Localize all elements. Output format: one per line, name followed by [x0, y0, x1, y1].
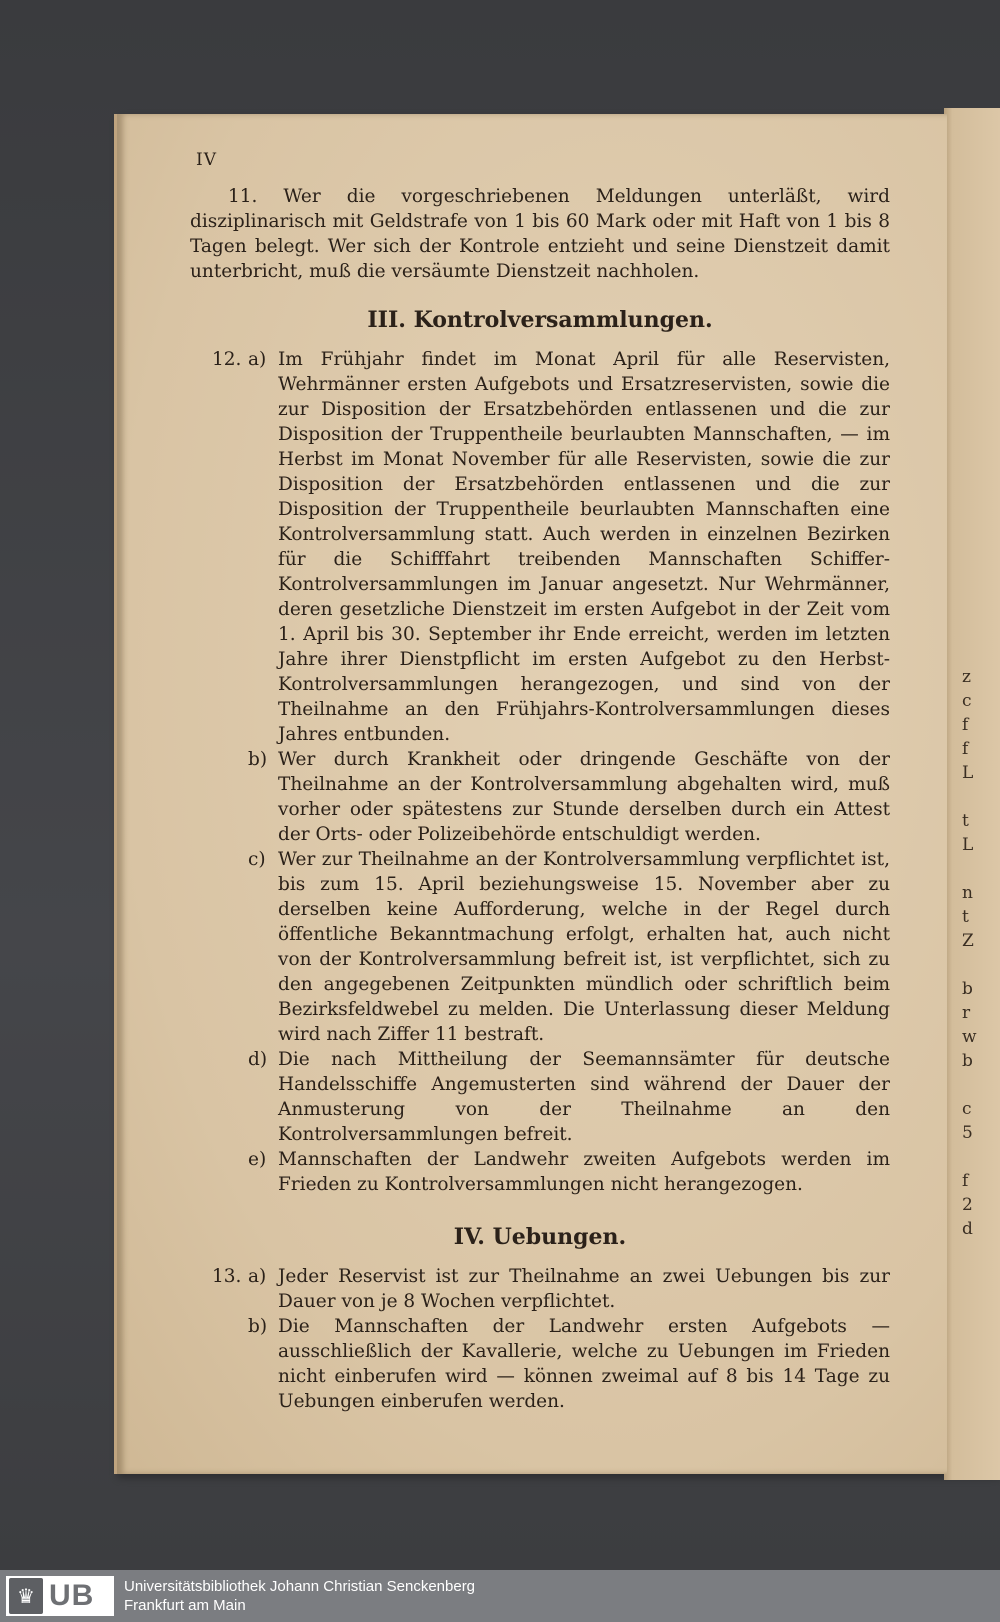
facing-page-letter: Z [962, 931, 974, 951]
item-12e [190, 1147, 890, 1197]
facing-page-letter: f [962, 715, 969, 735]
facing-page-letter [962, 785, 992, 809]
item-text: Mannschaften der Landwehr zweiten Aufgebots werden im Frieden zu Kontrolversammlungen nicht herangezogen. [278, 1149, 890, 1195]
item-12c [190, 847, 890, 1047]
item-number-12: 12. [212, 349, 242, 370]
item-text: Wer durch Krankheit oder dringende Geschäfte von der Theilnahme an der Kontrolversammlung abgehalten wird, muß vorher oder spätestens zur Stunde derselben durch ein Attest der Orts- oder Polizeibehörde entschuldigt werden. [278, 749, 890, 845]
facing-page-letter [962, 953, 992, 977]
item-text: Im Frühjahr findet im Monat April für alle Reservisten, Wehrmänner ersten Aufgebots und Ersatzreservisten, sowie die zur Disposition der Ersatzbehörden entlassenen und die zur Disposition der Truppentheile beurlaubten Mannschaften, — im Herbst im Monat November für alle Reservisten, sowie die zur Disposition der Ersatzbehörden entlassenen und die zur Disposition der Truppentheile beurlaubten Mannschaften eine Kontrolversammlung statt. Auch werden in einzelnen Bezirken für die Schifffahrt treibenden Mannschaften Schiffer-Kontrolversammlungen im Januar angesetzt. Nur Wehrmänner, deren gesetzliche Dienstzeit im ersten Aufgebot in der Zeit vom 1. April bis 30. September ihr Ende erreicht, werden im letzten Jahre ihrer Dienstpflicht im ersten Aufgebot zu den Herbst-Kontrolversammlungen herangezogen, und sind von der Theilnahme an den Frühjahrs-Kontrolversammlungen dieses Jahres entbunden. [278, 349, 890, 745]
facing-page-letter: r [962, 1003, 971, 1023]
item-label: d) [248, 1049, 268, 1070]
facing-page-letter: 5 [962, 1123, 973, 1143]
facing-page-letter: z [962, 667, 971, 687]
facing-page-letter: 2 [962, 1195, 973, 1215]
item-label: e) [248, 1149, 267, 1170]
library-name-line2: Frankfurt am Main [124, 1597, 246, 1614]
item-label: a) [248, 1266, 267, 1287]
item-13b [190, 1314, 890, 1414]
facing-page-letter: L [962, 835, 974, 855]
item-13a [190, 1264, 890, 1314]
item-label: a) [248, 349, 267, 370]
facing-page-letter: f [962, 1171, 969, 1191]
item-12d [190, 1047, 890, 1147]
ub-logo[interactable] [6, 1576, 114, 1616]
item-12b [190, 747, 890, 847]
page-content [190, 146, 890, 1414]
facing-page-letter: n [962, 883, 973, 903]
ub-logo-text: UB [49, 1579, 95, 1612]
item-label: c) [248, 849, 266, 870]
facing-page-letter: c [962, 691, 972, 711]
item-label: b) [248, 1316, 268, 1337]
facing-page-letter: t [962, 811, 969, 831]
facing-page-letter: b [962, 1051, 973, 1071]
page-number: IV [196, 150, 217, 170]
library-name [124, 1577, 475, 1615]
section-heading-iii: III. Kontrolversammlungen. [367, 307, 713, 333]
library-footer-bar [0, 1570, 1000, 1622]
item-text: Wer zur Theilnahme an der Kontrolversammlung verpflichtet ist, bis zum 15. April beziehungsweise 15. November aber zu derselben keine Aufforderung, welche in der Regel durch öffentliche Bekanntmachung erfolgt, erhalten hat, auch nicht von der Kontrolversammlung befreit ist, ist verpflichtet, sich zu den angegebenen Zeitpunkten mündlich oder schriftlich beim Bezirksfeldwebel zu melden. Die Unterlassung dieser Meldung wird nach Ziffer 11 bestraft. [278, 849, 890, 1045]
item-label: b) [248, 749, 268, 770]
facing-page-letter [962, 857, 992, 881]
facing-page-letter: d [962, 1219, 973, 1239]
item-text: Jeder Reservist ist zur Theilnahme an zwei Uebungen bis zur Dauer von je 8 Wochen verpflichtet. [278, 1266, 890, 1312]
facing-page-letter: f [962, 739, 969, 759]
library-name-line1: Universitätsbibliothek Johann Christian Senckenberg [124, 1578, 476, 1595]
facing-page-letter: w [962, 1027, 977, 1047]
item-number-13: 13. [212, 1266, 242, 1287]
section-heading-iv: IV. Uebungen. [453, 1224, 627, 1250]
seal-icon: ♛ [9, 1578, 43, 1614]
item-text: Die Mannschaften der Landwehr ersten Aufgebots — ausschließlich der Kavallerie, welche zu Uebungen im Frieden nicht einberufen wird — können zweimal auf 8 bis 14 Tage zu Uebungen einberufen werden. [278, 1316, 890, 1412]
facing-page-letter: b [962, 979, 973, 999]
facing-page-letter: L [962, 763, 974, 783]
paragraph-11: 11. Wer die vorgeschriebenen Meldungen unterläßt, wird disziplinarisch mit Geldstrafe von 1 bis 60 Mark oder mit Haft von 1 bis 8 Tagen belegt. Wer sich der Kontrole entzieht und seine Dienstzeit damit unterbricht, muß die versäumte Dienstzeit nachholen. [190, 186, 890, 282]
facing-page-letter: c [962, 1099, 972, 1119]
item-12a [190, 347, 890, 747]
facing-page-letter: t [962, 907, 969, 927]
facing-page-letter [962, 1145, 992, 1169]
facing-page-letters [962, 665, 992, 1241]
facing-page-letter [962, 1073, 992, 1097]
item-text: Die nach Mittheilung der Seemannsämter für deutsche Handelsschiffe Angemusterten sind während der Dauer der Anmusterung von der Theilnahme an den Kontrolversammlungen befreit. [278, 1049, 890, 1145]
